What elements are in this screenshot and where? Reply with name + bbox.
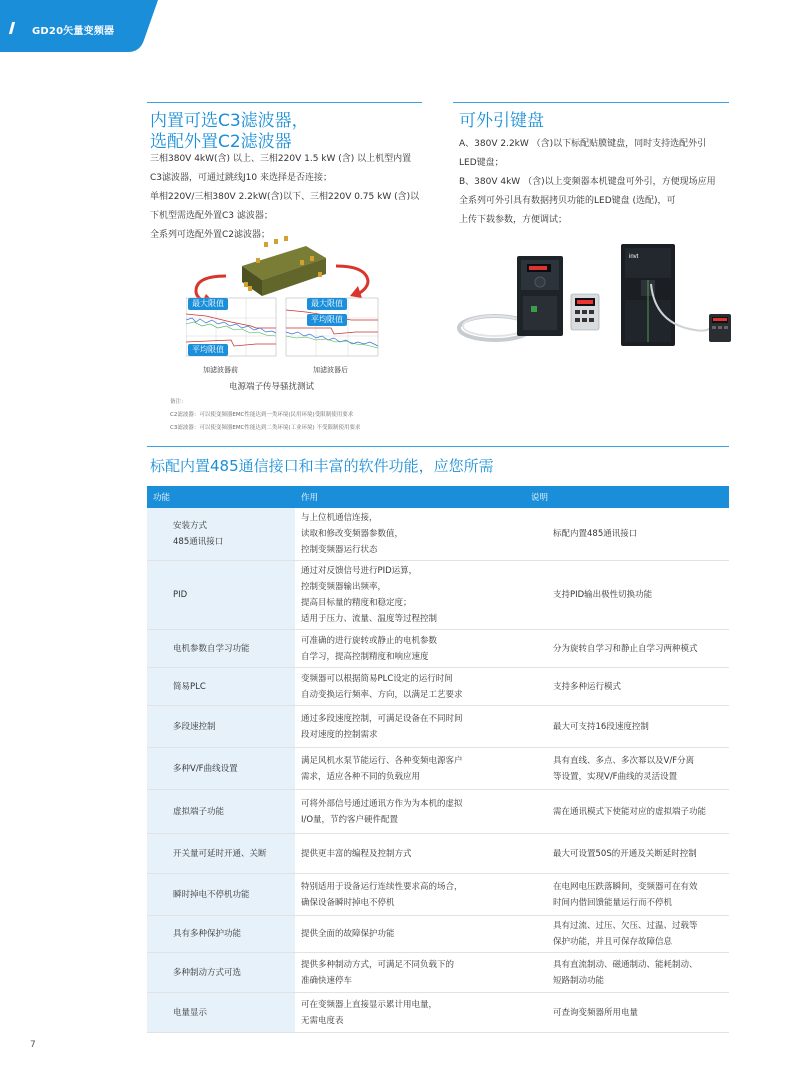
section2-line: A、380V 2.2kW （含)以下标配贴膜键盘，同时支持选配外引 (459, 139, 707, 149)
description-cell: 具有直流制动、磁通制动、能耗制动、 短路制动功能 (525, 953, 729, 993)
header-series: GD20矢量变频器 (32, 26, 115, 37)
section2-body (459, 135, 729, 230)
header-description: 说明 (525, 486, 729, 508)
header-effect: 作用 (295, 486, 525, 508)
feature-cell: 虚拟端子功能 (147, 790, 295, 834)
effect-cell: 变频器可以根据简易PLC设定的运行时间 自动变换运行频率、方向，以满足工艺要求 (295, 668, 525, 706)
external-keypad-image (571, 294, 599, 330)
table-row (147, 834, 729, 874)
right-arrow-icon (336, 266, 368, 294)
table-row (147, 508, 729, 561)
caption-before: 加滤波器前 (203, 366, 238, 374)
section1-title-line1: 内置可选C3滤波器， (150, 111, 309, 131)
filter-module-image (242, 236, 326, 296)
table-row (147, 630, 729, 668)
description-cell: 具有过流、过压、欠压、过温、过载等 保护功能，并且可保存故障信息 (525, 916, 729, 953)
section1-rule (147, 102, 422, 103)
table-row (147, 993, 729, 1033)
note-c2: C2滤波器：可以使变频器EMC性能达到一类环境(民用环境)受限制使用要求 (170, 412, 354, 418)
description-cell: 支持PID输出极性切换功能 (525, 561, 729, 630)
effect-cell: 通过对反馈信号进行PID运算， 控制变频器输出频率， 提高目标量的精度和稳定度； 适用于压力、流量、温度等过程控制 (295, 561, 525, 630)
badge-max-limit-after: 最大限值 (307, 298, 347, 310)
section2-line: B、380V 4kW （含)以上变频器本机键盘可外引，方便现场应用 (459, 177, 716, 187)
table-row (147, 668, 729, 706)
effect-cell: 与上位机通信连接， 读取和修改变频器参数值， 控制变频器运行状态 (295, 508, 525, 561)
effect-cell: 特别适用于设备运行连续性要求高的场合， 确保设备瞬时掉电不停机 (295, 874, 525, 916)
header-function: 功能 (147, 486, 295, 508)
effect-cell: 提供全面的故障保护功能 (295, 916, 525, 953)
description-cell: 支持多种运行模式 (525, 668, 729, 706)
section1-line: 下机型需选配外置C3 滤波器； (150, 211, 273, 221)
feature-cell: 具有多种保护功能 (147, 916, 295, 953)
section3-rule (147, 446, 729, 447)
page-number: 7 (30, 1040, 36, 1050)
section2-rule (453, 102, 729, 103)
large-drive-image (621, 244, 675, 346)
section1-line: C3滤波器，可通过跳线J10 来选择是否连接； (150, 173, 332, 183)
effect-cell: 通过多段速度控制，可满足设备在不同时间 段对速度的控制需求 (295, 706, 525, 748)
effect-cell: 可将外部信号通过通讯方作为为本机的虚拟 I/O量，节约客户硬件配置 (295, 790, 525, 834)
table-row (147, 561, 729, 630)
badge-max-limit-before: 最大限值 (188, 298, 228, 310)
section1-line: 全系列可选配外置C2滤波器； (150, 230, 271, 240)
feature-cell: 多段速控制 (147, 706, 295, 748)
section2-line: 上传下载参数，方便调试； (459, 215, 568, 225)
feature-cell: PID (147, 561, 295, 630)
feature-cell: 开关量可延时开通、关断 (147, 834, 295, 874)
description-cell: 具有直线、多点、多次幂以及V/F分离 等设置，实现V/F曲线的灵活设置 (525, 748, 729, 790)
feature-cell: 多种V/F曲线设置 (147, 748, 295, 790)
note-c3: C3滤波器：可以使变频器EMC性能达到二类环境(工业环境) 不受限制使用要求 (170, 425, 361, 431)
small-drive-image (517, 256, 563, 336)
effect-cell: 满足风机水泵节能运行、各种变频电源客户 需求，适应各种不同的负载应用 (295, 748, 525, 790)
figure-title: 电源端子传导骚扰测试 (229, 382, 315, 392)
feature-cell: 安装方式 485通讯接口 (147, 508, 295, 561)
table-row (147, 953, 729, 993)
description-cell: 标配内置485通讯接口 (525, 508, 729, 561)
keypad-figure (455, 244, 745, 354)
table-row (147, 790, 729, 834)
feature-cell: 电量显示 (147, 993, 295, 1033)
feature-cell: 简易PLC (147, 668, 295, 706)
note-title: 备注： (170, 399, 187, 405)
table-row (147, 874, 729, 916)
section1-line: 三相380V 4kW(含) 以上、三相220V 1.5 kW (含) 以上机型内置 (150, 154, 412, 164)
description-cell: 需在通讯模式下使能对应的虚拟端子功能 (525, 790, 729, 834)
section1-body (150, 150, 425, 245)
description-cell: 最大可支持16段速度控制 (525, 706, 729, 748)
badge-avg-limit-after: 平均限值 (307, 314, 347, 326)
caption-after: 加滤波器后 (313, 366, 348, 374)
feature-table (147, 486, 729, 1033)
table-header-row (147, 486, 729, 508)
table-row (147, 748, 729, 790)
effect-cell: 可准确的进行旋转或静止的电机参数 自学习，提高控制精度和响应速度 (295, 630, 525, 668)
table-row (147, 916, 729, 953)
description-cell: 在电网电压跌落瞬间，变频器可在有效 时间内借回馈能量运行而不停机 (525, 874, 729, 916)
description-cell: 可查询变频器所用电量 (525, 993, 729, 1033)
section2-title: 可外引键盘 (459, 111, 544, 131)
feature-cell: 电机参数自学习功能 (147, 630, 295, 668)
section2-line: 全系列可外引具有数据拷贝功能的LED键盘 (选配)，可 (459, 196, 676, 206)
remote-keypad-image (709, 314, 731, 342)
effect-cell: 提供更丰富的编程及控制方式 (295, 834, 525, 874)
section1-title-line2: 选配外置C2滤波器 (150, 132, 292, 152)
brand-logo: invt (629, 254, 639, 260)
section2-line: LED键盘； (459, 158, 504, 168)
description-cell: 分为旋转自学习和静止自学习两种模式 (525, 630, 729, 668)
section1-line: 单相220V/三相380V 2.2kW(含)以下、三相220V 0.75 kW (含)以 (150, 192, 420, 202)
section3-title: 标配内置485通信接口和丰富的软件功能，应您所需 (150, 457, 494, 475)
effect-cell: 可在变频器上直接显示累计用电量， 无需电度表 (295, 993, 525, 1033)
feature-cell: 瞬时掉电不停机功能 (147, 874, 295, 916)
description-cell: 最大可设置50S的开通及关断延时控制 (525, 834, 729, 874)
effect-cell: 提供多种制动方式，可满足不同负载下的 准确快速停车 (295, 953, 525, 993)
feature-cell: 多种制动方式可选 (147, 953, 295, 993)
table-row (147, 706, 729, 748)
badge-avg-limit-before: 平均限值 (188, 344, 228, 356)
